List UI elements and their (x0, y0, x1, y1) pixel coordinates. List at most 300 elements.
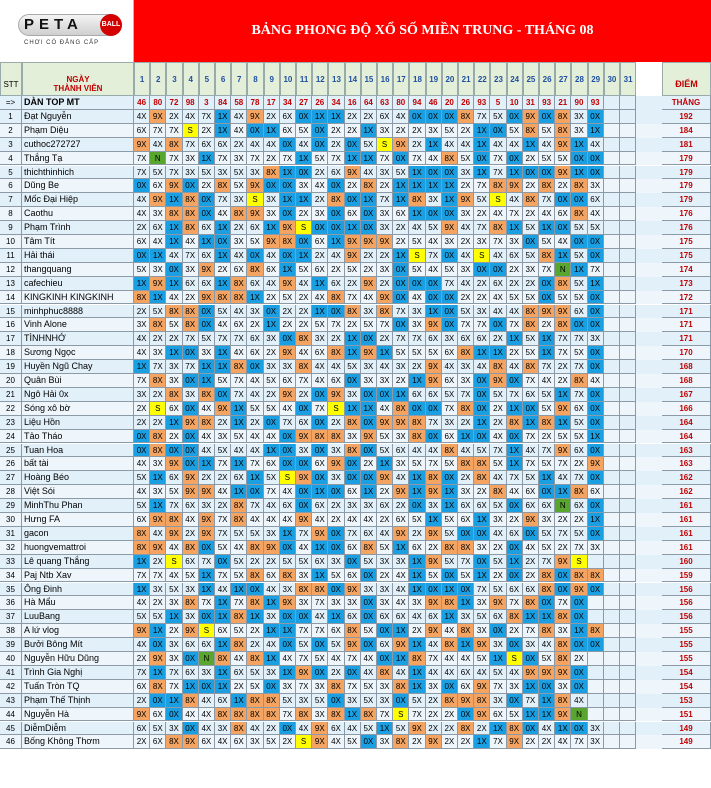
empty-cell (604, 583, 620, 597)
empty-cell (604, 444, 620, 458)
result-cell: 3X (150, 207, 166, 221)
result-cell: 3X (247, 166, 263, 180)
result-cell: 6X (328, 374, 344, 388)
result-cell: 6X (442, 374, 458, 388)
member-name: Sóng xô bờ (22, 402, 134, 416)
member-name: Liệu Hồn (22, 416, 134, 430)
result-cell: 2X (231, 680, 247, 694)
result-cell: 6X (507, 249, 523, 263)
result-cell: 9X (523, 513, 539, 527)
result-cell: 1X (215, 666, 231, 680)
member-name: cuthoc272727 (22, 138, 134, 152)
result-cell: 8X (361, 708, 377, 722)
result-cell: 5X (523, 346, 539, 360)
result-cell: 7X (474, 583, 490, 597)
row-number: 25 (0, 444, 22, 458)
result-cell: 2X (523, 152, 539, 166)
result-cell: 2X (328, 416, 344, 430)
result-cell: 0X (442, 249, 458, 263)
result-cell: 1X (555, 249, 571, 263)
empty-cell (620, 374, 636, 388)
result-cell: S (393, 708, 409, 722)
row-number: 7 (0, 193, 22, 207)
result-cell: 6X (134, 680, 150, 694)
result-cell: 8X (166, 735, 182, 749)
result-cell: 8X (458, 402, 474, 416)
result-cell: 4X (215, 735, 231, 749)
result-cell: 2X (264, 152, 280, 166)
result-cell: 9X (555, 666, 571, 680)
member-name: thichthinhich (22, 166, 134, 180)
result-cell: 4X (507, 138, 523, 152)
result-cell: 8X (490, 360, 506, 374)
result-cell: 9X (134, 624, 150, 638)
points-value: 170 (662, 346, 711, 360)
result-cell: 3X (264, 610, 280, 624)
result-cell: 2X (296, 207, 312, 221)
result-cell: 4X (393, 110, 409, 124)
member-name: Bống Không Thơm (22, 735, 134, 749)
result-cell: 3X (166, 360, 182, 374)
result-cell: 0X (199, 680, 215, 694)
result-cell: 3X (426, 193, 442, 207)
empty-cell (620, 610, 636, 624)
result-cell: 0X (150, 694, 166, 708)
result-cell: 9X (426, 555, 442, 569)
result-cell: 8X (247, 694, 263, 708)
result-cell: 9X (523, 666, 539, 680)
result-cell: 5X (507, 124, 523, 138)
result-cell: 7X (231, 596, 247, 610)
result-cell: 1X (345, 221, 361, 235)
row-number: 13 (0, 277, 22, 291)
result-cell: 7X (555, 457, 571, 471)
result-cell: 1X (150, 666, 166, 680)
result-cell: 8X (539, 569, 555, 583)
result-cell: 8X (523, 318, 539, 332)
result-cell: S (490, 193, 506, 207)
result-cell: 0X (507, 430, 523, 444)
result-cell: S (150, 402, 166, 416)
empty-cell (620, 694, 636, 708)
result-cell: 9X (555, 555, 571, 569)
result-cell: 6X (183, 638, 199, 652)
result-cell: 0X (247, 360, 263, 374)
result-cell: 0X (361, 221, 377, 235)
result-cell: 0X (490, 263, 506, 277)
result-cell: 4X (555, 235, 571, 249)
result-cell: 9X (555, 708, 571, 722)
result-cell: 0X (296, 402, 312, 416)
result-cell: 5X (490, 583, 506, 597)
points-value: 149 (662, 722, 711, 736)
result-cell: 3X (264, 527, 280, 541)
result-cell: 8X (442, 638, 458, 652)
empty-cell (604, 249, 620, 263)
points-value: 167 (662, 388, 711, 402)
result-cell: 6X (426, 388, 442, 402)
result-cell: 8X (555, 652, 571, 666)
result-cell: 1X (247, 610, 263, 624)
result-cell: 5X (183, 569, 199, 583)
result-cell: 5X (539, 652, 555, 666)
result-cell: 0X (490, 124, 506, 138)
result-cell: 4X (150, 527, 166, 541)
result-cell: 9X (523, 110, 539, 124)
result-cell: 7X (409, 708, 425, 722)
empty-cell (604, 638, 620, 652)
result-cell: 0X (507, 152, 523, 166)
day-header: 2 (150, 62, 166, 96)
result-cell: 6X (458, 666, 474, 680)
result-cell: 5X (264, 374, 280, 388)
result-cell: 0X (280, 722, 296, 736)
result-cell: 5X (377, 541, 393, 555)
empty-cell (620, 235, 636, 249)
result-cell: 6X (523, 388, 539, 402)
result-cell: 8X (231, 722, 247, 736)
result-cell: 5X (426, 346, 442, 360)
result-cell: 0X (442, 166, 458, 180)
member-name: Vinh Alone (22, 318, 134, 332)
row-number: 5 (0, 166, 22, 180)
result-cell: 3X (199, 346, 215, 360)
result-cell: 5X (442, 124, 458, 138)
row-number: 46 (0, 735, 22, 749)
result-cell: 0X (409, 499, 425, 513)
result-cell: 2X (539, 318, 555, 332)
result-cell: 5X (215, 305, 231, 319)
result-cell: 5X (426, 569, 442, 583)
result-cell: 1X (264, 624, 280, 638)
result-cell: 2X (280, 735, 296, 749)
result-cell: 0X (588, 583, 604, 597)
result-cell: 4X (134, 110, 150, 124)
top-number: 93 (474, 96, 490, 110)
result-cell: 5X (166, 583, 182, 597)
result-cell: 4X (134, 596, 150, 610)
result-cell: 0X (458, 583, 474, 597)
result-cell: 0X (442, 291, 458, 305)
result-cell: 3X (377, 207, 393, 221)
result-cell: 8X (523, 193, 539, 207)
result-cell: 7X (247, 499, 263, 513)
empty-cell (604, 318, 620, 332)
result-cell: 1X (183, 680, 199, 694)
result-cell: 6X (247, 221, 263, 235)
result-cell: 2X (426, 722, 442, 736)
result-cell: 7X (539, 193, 555, 207)
result-cell: 9X (361, 430, 377, 444)
member-name: Paj Ntb Xav (22, 569, 134, 583)
result-cell: 9X (393, 527, 409, 541)
result-cell: 0X (539, 596, 555, 610)
result-cell: 1X (539, 610, 555, 624)
result-cell: 2X (328, 332, 344, 346)
result-cell: 7X (555, 596, 571, 610)
points-value: 161 (662, 513, 711, 527)
result-cell: 0X (280, 638, 296, 652)
result-cell: 0X (458, 708, 474, 722)
result-cell: 6X (199, 735, 215, 749)
result-cell: 4X (377, 527, 393, 541)
result-cell: 2X (393, 499, 409, 513)
result-cell: 2X (264, 291, 280, 305)
result-cell: 1X (150, 471, 166, 485)
result-cell: 0X (426, 277, 442, 291)
member-name: Tuấn Tròn TQ (22, 680, 134, 694)
result-cell: 1X (409, 374, 425, 388)
result-cell: 8X (345, 624, 361, 638)
result-cell: 0X (539, 291, 555, 305)
result-cell: 3X (377, 555, 393, 569)
result-cell: 9X (199, 291, 215, 305)
result-cell: 3X (134, 318, 150, 332)
result-cell: 4X (328, 652, 344, 666)
result-cell: 9X (199, 513, 215, 527)
result-cell (588, 666, 604, 680)
empty-cell (620, 583, 636, 597)
result-cell: 6X (231, 735, 247, 749)
result-cell: 2X (490, 402, 506, 416)
day-header: 7 (231, 62, 247, 96)
day-header: 11 (296, 62, 312, 96)
result-cell: 6X (264, 569, 280, 583)
member-name: Ngô Hải 0x (22, 388, 134, 402)
result-cell: 7X (134, 666, 150, 680)
result-cell: 0X (442, 305, 458, 319)
result-cell: 4X (199, 430, 215, 444)
result-cell: 5X (199, 332, 215, 346)
result-cell: 7X (264, 485, 280, 499)
result-cell: 0X (490, 624, 506, 638)
result-cell: 0X (345, 666, 361, 680)
result-cell: 3X (377, 374, 393, 388)
result-cell: 4X (247, 513, 263, 527)
top-number: 84 (215, 96, 231, 110)
result-cell: 8X (555, 694, 571, 708)
logo-text: PETA (24, 16, 83, 33)
result-cell: 3X (231, 235, 247, 249)
result-cell: 4X (490, 291, 506, 305)
points-value: 160 (662, 555, 711, 569)
empty-cell (620, 485, 636, 499)
result-cell: 4X (328, 360, 344, 374)
result-cell: 4X (134, 332, 150, 346)
result-cell: 6X (442, 430, 458, 444)
result-cell: 3X (296, 596, 312, 610)
member-name: Hà Mẩu (22, 596, 134, 610)
result-cell: 1X (215, 124, 231, 138)
result-cell: 0X (442, 207, 458, 221)
day-header: 29 (588, 62, 604, 96)
result-cell: 6X (393, 610, 409, 624)
result-cell: 5X (442, 513, 458, 527)
result-cell: 6X (345, 541, 361, 555)
result-cell: 0X (134, 444, 150, 458)
result-cell: 5X (507, 708, 523, 722)
day-header: 18 (409, 62, 425, 96)
result-cell: 1X (458, 638, 474, 652)
result-cell: 0X (280, 610, 296, 624)
result-cell: 4X (231, 346, 247, 360)
result-cell: 2X (150, 555, 166, 569)
row-number: 19 (0, 360, 22, 374)
empty-cell (604, 374, 620, 388)
member-name: Hưng FA (22, 513, 134, 527)
result-cell: 3X (231, 152, 247, 166)
result-cell: 8X (247, 596, 263, 610)
result-cell: 3X (507, 680, 523, 694)
empty-cell (604, 138, 620, 152)
result-cell: 0X (588, 416, 604, 430)
result-cell: 3X (588, 541, 604, 555)
result-cell: 9X (280, 388, 296, 402)
member-name: Mốc Đại Hiệp (22, 193, 134, 207)
empty-cell (604, 541, 620, 555)
result-cell: 5X (231, 624, 247, 638)
points-value: 168 (662, 374, 711, 388)
result-cell: 8X (490, 485, 506, 499)
result-cell: 6X (490, 277, 506, 291)
result-cell: 0X (183, 179, 199, 193)
result-cell: 5X (571, 527, 587, 541)
result-cell: 4X (296, 722, 312, 736)
result-cell: 2X (361, 457, 377, 471)
top-status: THẮNG (662, 96, 711, 110)
result-cell: 7X (523, 457, 539, 471)
row-number: 1 (0, 110, 22, 124)
result-cell: 6X (328, 624, 344, 638)
result-cell: 4X (247, 388, 263, 402)
result-cell: 2X (150, 416, 166, 430)
empty-cell (604, 624, 620, 638)
result-cell: 4X (393, 583, 409, 597)
result-cell: 6X (312, 263, 328, 277)
result-cell: 1X (166, 277, 182, 291)
result-cell: 1X (393, 541, 409, 555)
result-cell: 4X (426, 152, 442, 166)
result-cell: 1X (377, 346, 393, 360)
result-cell: 7X (377, 193, 393, 207)
result-cell: 4X (199, 708, 215, 722)
result-cell: 4X (166, 249, 182, 263)
result-cell: 2X (523, 277, 539, 291)
member-name: Phạm Thế Thịnh (22, 694, 134, 708)
result-cell: 0X (588, 235, 604, 249)
result-cell: 8X (361, 179, 377, 193)
result-cell: 4X (134, 485, 150, 499)
result-cell: 1X (280, 263, 296, 277)
result-cell: 9X (507, 735, 523, 749)
result-cell: 0X (539, 680, 555, 694)
result-cell: 8X (247, 708, 263, 722)
result-cell: 4X (280, 485, 296, 499)
empty-cell (604, 735, 620, 749)
result-cell: 7X (312, 624, 328, 638)
result-cell: 3X (345, 596, 361, 610)
result-cell: 1X (247, 471, 263, 485)
day-header: 16 (377, 62, 393, 96)
result-cell: 9X (393, 485, 409, 499)
result-cell: 2X (264, 722, 280, 736)
result-cell: 1X (490, 722, 506, 736)
result-cell: 0X (312, 416, 328, 430)
empty-cell (604, 555, 620, 569)
result-cell: 0X (393, 318, 409, 332)
points-value: 192 (662, 110, 711, 124)
row-number: 14 (0, 291, 22, 305)
result-cell: 0X (215, 235, 231, 249)
result-cell: 1X (507, 402, 523, 416)
result-cell: 5X (523, 221, 539, 235)
result-cell: 8X (166, 207, 182, 221)
result-cell: 7X (490, 444, 506, 458)
result-cell: 0X (507, 499, 523, 513)
result-cell: 0X (588, 249, 604, 263)
result-cell: 8X (215, 708, 231, 722)
result-cell: 1X (361, 124, 377, 138)
result-cell: 3X (312, 332, 328, 346)
result-cell: 7X (215, 193, 231, 207)
result-cell: 2X (134, 416, 150, 430)
result-cell: 2X (490, 332, 506, 346)
result-cell: 0X (296, 166, 312, 180)
result-cell: 4X (426, 638, 442, 652)
result-cell: 9X (280, 346, 296, 360)
result-cell: 5X (571, 277, 587, 291)
result-cell: 1X (215, 277, 231, 291)
result-cell: 0X (426, 110, 442, 124)
result-cell: 8X (183, 318, 199, 332)
result-cell: 4X (280, 513, 296, 527)
result-cell: 4X (134, 193, 150, 207)
result-cell: 6X (539, 499, 555, 513)
top-number: 17 (264, 96, 280, 110)
result-cell: 5X (490, 110, 506, 124)
result-cell: 8X (507, 722, 523, 736)
result-cell: 5X (150, 305, 166, 319)
top-number: 10 (507, 96, 523, 110)
row-number: 27 (0, 471, 22, 485)
result-cell: 4X (409, 610, 425, 624)
page-title: BẢNG PHONG ĐỘ XỔ SỐ MIỀN TRUNG - THÁNG 08 (134, 0, 711, 62)
result-cell: 0X (409, 277, 425, 291)
result-cell: 1X (215, 221, 231, 235)
result-cell: 3X (312, 680, 328, 694)
row-number: 33 (0, 555, 22, 569)
points-value: 164 (662, 430, 711, 444)
result-cell: 9X (377, 235, 393, 249)
result-cell: 6X (345, 207, 361, 221)
result-cell: 0X (474, 527, 490, 541)
result-cell: 7X (393, 305, 409, 319)
result-cell: 7X (296, 652, 312, 666)
result-cell: 0X (539, 485, 555, 499)
result-cell: 9X (183, 485, 199, 499)
result-cell: 3X (393, 360, 409, 374)
empty-cell (620, 680, 636, 694)
result-cell: N (555, 499, 571, 513)
result-cell: 7X (571, 360, 587, 374)
result-cell: 0X (328, 583, 344, 597)
result-cell: 6X (215, 694, 231, 708)
result-cell: 4X (458, 221, 474, 235)
result-cell (588, 680, 604, 694)
result-cell: 1X (571, 263, 587, 277)
result-cell: 8X (442, 444, 458, 458)
result-cell (588, 652, 604, 666)
